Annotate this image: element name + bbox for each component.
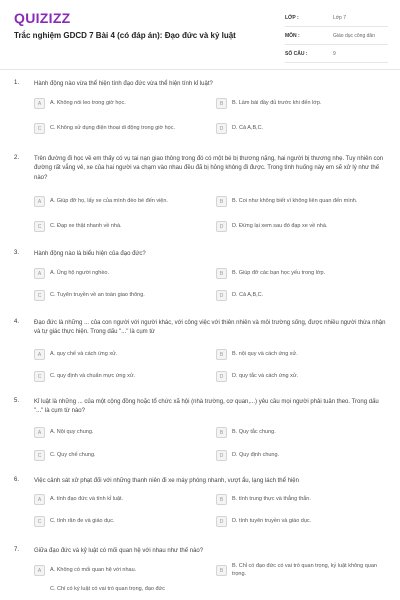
option-a[interactable]: [34, 563, 204, 578]
option-text: A. Không có mối quan hệ với nhau.: [50, 566, 137, 573]
question-number: 3.: [14, 250, 20, 256]
meta-value: Giáo dục công dân: [333, 32, 375, 39]
option-b[interactable]: [216, 425, 388, 440]
question-number: 7.: [14, 547, 20, 553]
option-text: B. tính trung thực và thẳng thắn.: [232, 495, 311, 502]
option-text: D. quy tắc và cách ứng xử.: [232, 372, 299, 379]
document-header: [0, 0, 400, 70]
question-number: 1.: [14, 80, 20, 86]
option-text: A. Ủng hộ người nghèo.: [50, 269, 109, 276]
option-text: D. Cả A,B,C.: [232, 124, 264, 131]
option-c[interactable]: [34, 288, 204, 303]
option-letter-badge: B: [216, 349, 227, 360]
option-letter-badge: C: [34, 290, 45, 301]
question-text: Đạo đức là những ... của con người với người khác, với công việc với thiên nhiên và môi trường sống, được nhiều người thừa nhận và tự giác thực hiện. Trong dấu "..." là cụm từ: [34, 320, 386, 336]
option-letter-badge: B: [216, 427, 227, 438]
option-text: C. Chỉ có kỷ luật có vai trò quan trọng, đạo đức: [50, 586, 165, 593]
option-c[interactable]: [34, 448, 204, 463]
option-text: D. Quy định chung.: [232, 451, 280, 458]
option-b[interactable]: [216, 194, 388, 209]
question-text: Giữa đạo đức và kỷ luật có mối quan hệ với nhau như thế nào?: [34, 548, 204, 554]
question-text: Hành động nào vừa thể hiện tính đạo đức vừa thể hiện tính kỉ luật?: [34, 81, 213, 87]
option-text: C. tính răn đe và giáo dục.: [50, 517, 115, 524]
option-a[interactable]: [34, 194, 204, 209]
option-letter-badge: A: [34, 349, 45, 360]
option-c[interactable]: [34, 586, 204, 594]
question-text: Trên đường đi học về em thấy có vụ tai nạn giao thông trong đó có một bé bị thương nặng, hai người bị thương nhẹ. Tuy nhiên con đường rất vắng vẻ, xe của hai người va chạm vào nhau đều đã bị hỏng không đi được. Trong tình huống này em sẽ xử lý như thế nào?: [34, 156, 384, 181]
meta-label: MÔN :: [285, 32, 300, 39]
question-number: 5.: [14, 398, 20, 404]
option-c[interactable]: [34, 219, 204, 234]
option-text: B. nội quy và cách ứng xử.: [232, 350, 298, 357]
option-letter-badge: D: [216, 516, 227, 527]
question-text: Việc cảnh sát xử phạt đối với những thanh niên đi xe máy phóng nhanh, vượt ẩu, lạng lách thể hiện: [34, 478, 299, 484]
option-text: B. Làm bài đầy đủ trước khi đến lớp.: [232, 99, 322, 106]
option-d[interactable]: [216, 448, 388, 463]
option-d[interactable]: [216, 219, 388, 234]
option-text: D. tính tuyên truyền và giáo dục.: [232, 517, 312, 524]
option-letter-badge: A: [34, 98, 45, 109]
option-d[interactable]: [216, 369, 388, 384]
option-letter-badge: A: [34, 268, 45, 279]
question-number: 4.: [14, 319, 20, 325]
option-letter-badge: C: [34, 371, 45, 382]
meta-label: LỚP :: [285, 14, 299, 21]
option-text: C. Tuyên truyền về an toàn giao thông.: [50, 291, 145, 298]
option-letter-badge: D: [216, 123, 227, 134]
option-letter-badge: D: [216, 450, 227, 461]
option-a[interactable]: [34, 425, 204, 440]
meta-label: SỐ CÂU :: [285, 50, 308, 57]
option-c[interactable]: [34, 121, 204, 136]
option-letter-badge: B: [216, 494, 227, 505]
option-letter-badge: D: [216, 371, 227, 382]
option-b[interactable]: [216, 492, 388, 507]
option-text: B. Giúp đỡ các bạn học yếu trong lớp.: [232, 269, 326, 276]
option-text: D. Đứng lại xem sau đó đạp xe về nhà.: [232, 222, 328, 229]
option-text: C. quy định và chuẩn mực ứng xử.: [50, 372, 136, 379]
option-a[interactable]: [34, 96, 204, 111]
option-a[interactable]: [34, 266, 204, 281]
meta-row-class: [285, 9, 388, 27]
option-text: B. Chỉ có đạo đức có vai trò quan trọng, kỷ luật không quan trọng.: [232, 563, 377, 577]
meta-row-subject: [285, 27, 388, 45]
option-text: C. Quy chế chung.: [50, 451, 96, 458]
option-a[interactable]: [34, 492, 204, 507]
option-text: D. Cả A,B,C.: [232, 291, 264, 298]
option-letter-badge: C: [34, 516, 45, 527]
option-b[interactable]: [216, 563, 388, 578]
option-letter-badge: A: [34, 565, 45, 576]
option-c[interactable]: [34, 514, 204, 529]
question-text: Kỉ luật là những ... của một cộng đồng hoặc tổ chức xã hội (nhà trường, cơ quan,...) yêu cầu mọi người phải tuân theo. Trong dấu "..." là cụm từ nào?: [34, 399, 379, 415]
option-text: C. Không sử dụng điện thoại di động trong giờ học.: [50, 124, 176, 131]
question-number: 2.: [14, 155, 20, 161]
option-text: B. Quy tắc chung.: [232, 428, 276, 435]
option-letter-badge: B: [216, 565, 227, 576]
option-d[interactable]: [216, 514, 388, 529]
option-letter-badge: B: [216, 98, 227, 109]
question-number: 6.: [14, 477, 20, 483]
option-d[interactable]: [216, 288, 388, 303]
option-letter-badge: D: [216, 290, 227, 301]
document-meta: [285, 9, 388, 63]
option-b[interactable]: [216, 347, 388, 362]
option-letter-badge: B: [216, 268, 227, 279]
option-b[interactable]: [216, 266, 388, 281]
document-title: Trắc nghiệm GDCD 7 Bài 4 (có đáp án): Đạo đức và kỷ luật: [14, 31, 236, 40]
option-a[interactable]: [34, 347, 204, 362]
option-letter-badge: C: [34, 450, 45, 461]
meta-value: Lớp 7: [333, 14, 347, 21]
option-text: A. Giúp đỡ họ, lấy xe của mình đèo bé đến viện.: [50, 197, 168, 204]
meta-row-question-count: [285, 45, 388, 63]
meta-value: 9: [333, 50, 336, 57]
option-letter-badge: A: [34, 196, 45, 207]
option-letter-badge: D: [216, 221, 227, 232]
option-letter-badge: C: [34, 123, 45, 134]
option-text: A. Không nói leo trong giờ học.: [50, 99, 126, 106]
option-b[interactable]: [216, 96, 388, 111]
option-letter-badge: A: [34, 427, 45, 438]
question-text: Hành động nào là biểu hiện của đạo đức?: [34, 251, 146, 257]
option-text: B. Coi như không biết vì không liên quan đến mình.: [232, 197, 358, 204]
option-text: C. Đạp xe thật nhanh về nhà.: [50, 222, 122, 229]
option-letter-badge: B: [216, 196, 227, 207]
quizizz-logo[interactable]: QUIZIZZ: [14, 10, 71, 26]
option-d[interactable]: [216, 121, 388, 136]
option-c[interactable]: [34, 369, 204, 384]
option-letter-badge: C: [34, 221, 45, 232]
option-letter-badge: A: [34, 494, 45, 505]
option-text: A. quy chế và cách ứng xử.: [50, 350, 118, 357]
option-text: A. Nội quy chung.: [50, 428, 94, 435]
option-text: A. tính đạo đức và tính kỉ luật.: [50, 495, 124, 502]
